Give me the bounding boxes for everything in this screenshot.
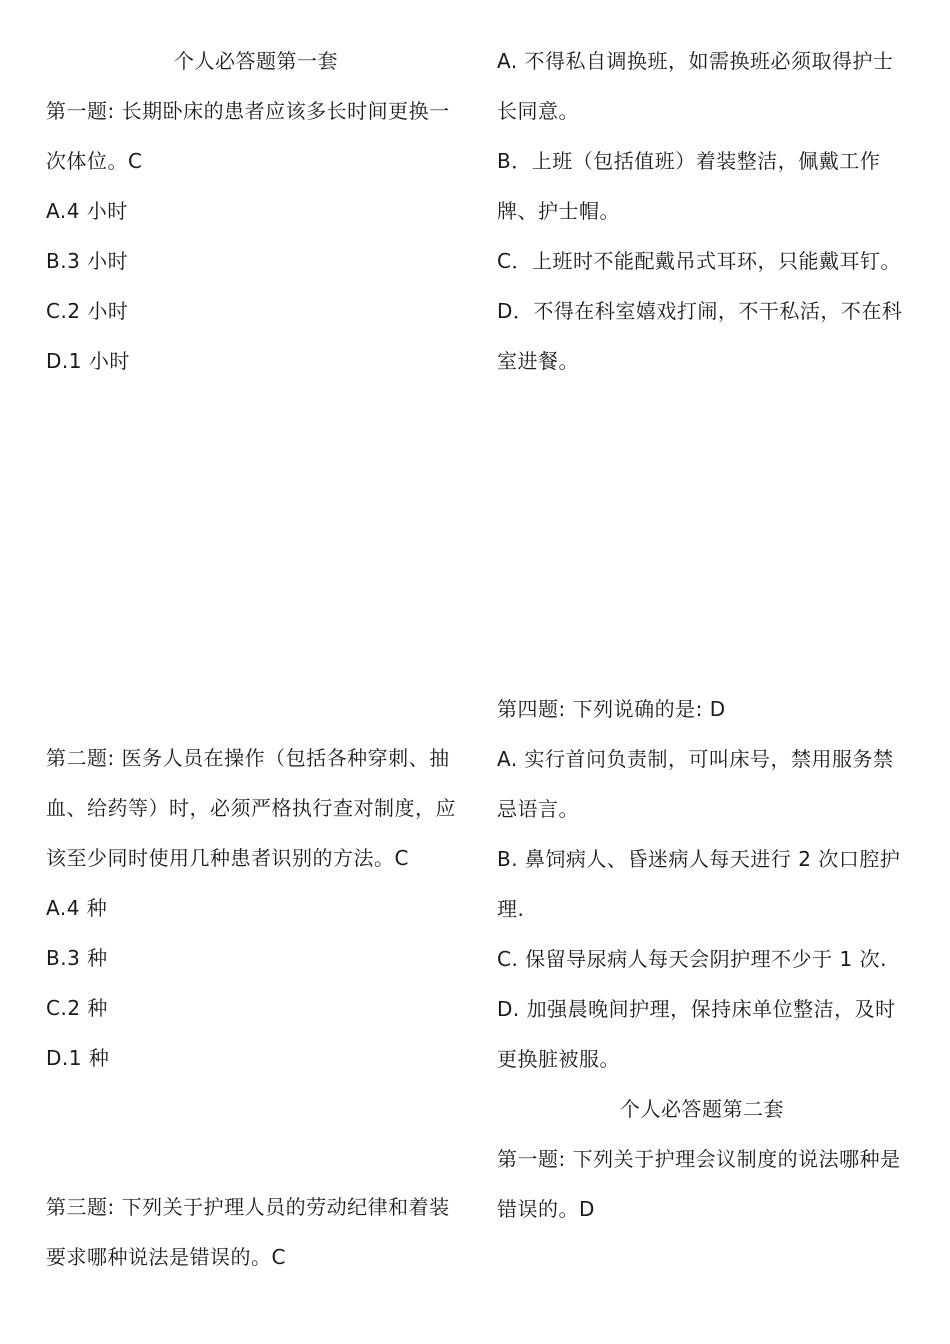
set1-title: 个人必答题第一套	[174, 49, 338, 73]
q4-stem: 第四题: 下列说确的是: D	[497, 697, 726, 721]
q3-section	[46, 1182, 466, 1282]
q3-stem: 第三题: 下列关于护理人员的劳动纪律和着装要求哪种说法是错误的。C	[46, 1195, 450, 1269]
set2-title: 个人必答题第二套	[620, 1097, 784, 1121]
q1-option-c: C.2 小时	[46, 299, 129, 323]
q1-option-d: D.1 小时	[46, 349, 130, 373]
q2-option-c: C.2 种	[46, 996, 108, 1020]
q3-option-b: B．上班（包括值班）着装整洁，佩戴工作牌、护士帽。	[497, 149, 881, 223]
q2-section	[46, 733, 466, 1083]
q4-option-c: C. 保留导尿病人每天会阴护理不少于 1 次.	[497, 947, 887, 971]
q2-stem: 第二题: 医务人员在操作（包括各种穿刺、抽血、给药等）时，必须严格执行查对制度，应该至少同时使用几种患者识别的方法。C	[46, 746, 456, 870]
q2-option-d: D.1 种	[46, 1046, 110, 1070]
q1-stem: 第一题: 长期卧床的患者应该多长时间更换一次体位。C	[46, 99, 450, 173]
q4-section	[497, 684, 907, 1234]
q1-option-a: A.4 小时	[46, 199, 128, 223]
q3-option-a: A. 不得私自调换班，如需换班必须取得护士长同意。	[497, 49, 894, 123]
q3-option-d: D．不得在科室嬉戏打闹，不干私活，不在科室进餐。	[497, 299, 903, 373]
q3-option-c: C．上班时不能配戴吊式耳环，只能戴耳钉。	[497, 249, 901, 273]
q2-option-a: A.4 种	[46, 896, 108, 920]
set2-q1-stem: 第一题: 下列关于护理会议制度的说法哪种是错误的。D	[497, 1147, 901, 1221]
q4-option-a: A. 实行首问负责制，可叫床号，禁用服务禁忌语言。	[497, 747, 894, 821]
q3-options-section	[497, 36, 907, 386]
q1-option-b: B.3 小时	[46, 249, 129, 273]
set1-section	[46, 36, 466, 386]
q4-option-b: B. 鼻饲病人、昏迷病人每天进行 2 次口腔护理.	[497, 847, 901, 921]
q4-option-d: D. 加强晨晚间护理，保持床单位整洁，及时更换脏被服。	[497, 997, 896, 1071]
q2-option-b: B.3 种	[46, 946, 108, 970]
